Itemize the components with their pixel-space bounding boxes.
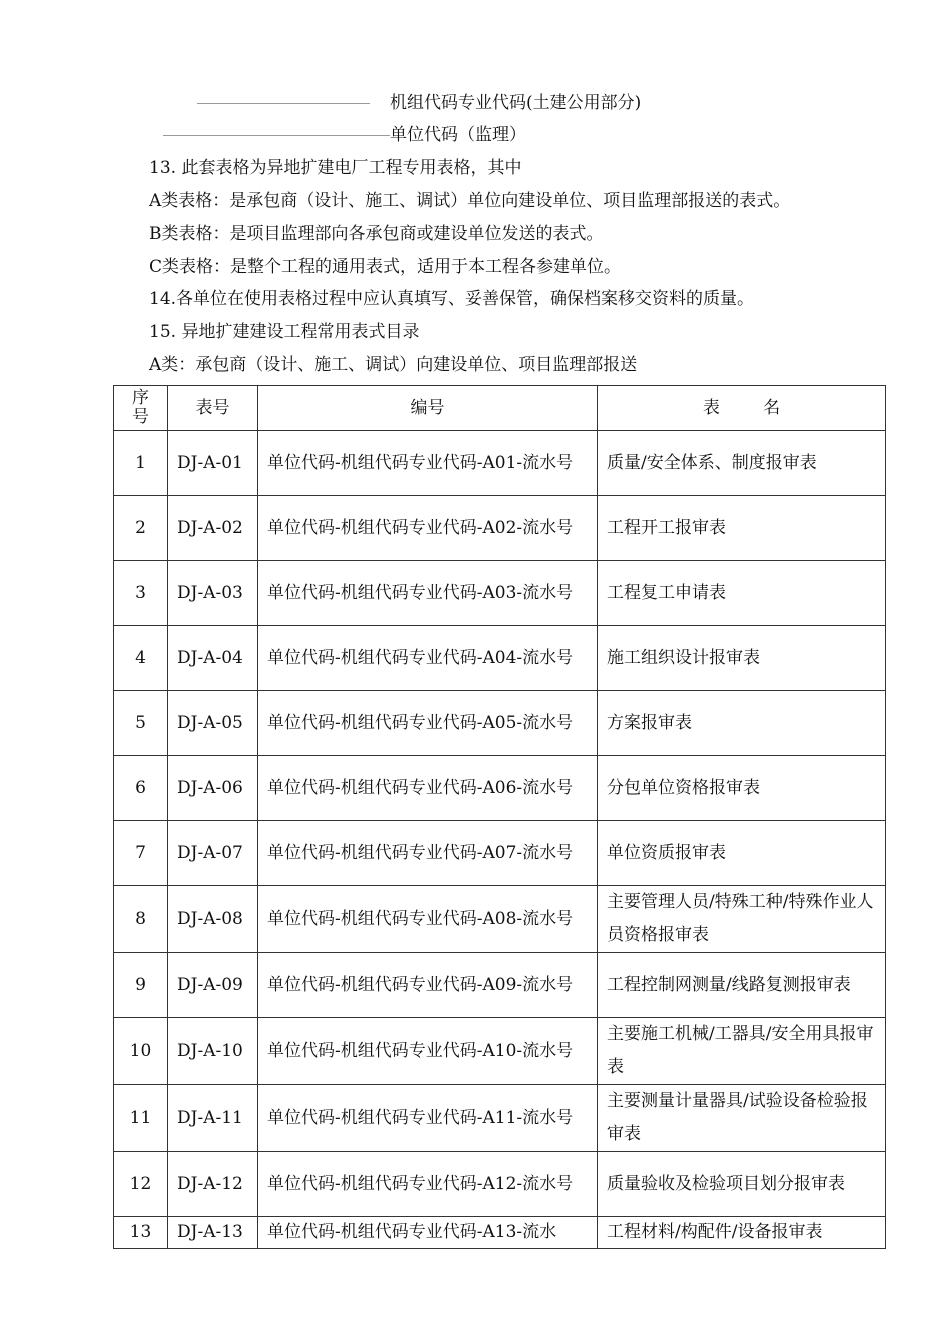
cell-code: DJ-A-05 (168, 691, 258, 756)
blank-underline-1 (197, 103, 370, 104)
cell-number: 单位代码-机组代码专业代码-A09-流水号 (258, 953, 598, 1018)
blank-underline-2 (163, 135, 390, 136)
cell-code: DJ-A-09 (168, 953, 258, 1018)
paragraph-item-15: 15. 异地扩建建设工程常用表式目录 (149, 322, 420, 342)
cell-name: 单位资质报审表 (598, 821, 886, 886)
cell-number: 单位代码-机组代码专业代码-A01-流水号 (258, 431, 598, 496)
cell-number: 单位代码-机组代码专业代码-A12-流水号 (258, 1152, 598, 1217)
paragraph-class-a: A类表格：是承包商（设计、施工、调试）单位向建设单位、项目监理部报送的表式。 (149, 191, 791, 211)
code-line-1: 机组代码专业代码(土建公用部分) (390, 93, 642, 113)
table-row (114, 1152, 886, 1217)
cell-number: 单位代码-机组代码专业代码-A11-流水号 (258, 1085, 598, 1152)
cell-seq: 2 (114, 496, 168, 561)
cell-seq: 1 (114, 431, 168, 496)
table-row (114, 1018, 886, 1085)
table-row (114, 691, 886, 756)
cell-seq: 12 (114, 1152, 168, 1217)
table-row (114, 431, 886, 496)
cell-code: DJ-A-04 (168, 626, 258, 691)
cell-code: DJ-A-11 (168, 1085, 258, 1152)
section-a-heading: A类：承包商（设计、施工、调试）向建设单位、项目监理部报送 (149, 355, 638, 375)
cell-code: DJ-A-02 (168, 496, 258, 561)
cell-code: DJ-A-13 (168, 1217, 258, 1249)
table-row (114, 1217, 886, 1249)
cell-number: 单位代码-机组代码专业代码-A04-流水号 (258, 626, 598, 691)
table-row (114, 821, 886, 886)
cell-code: DJ-A-12 (168, 1152, 258, 1217)
cell-name: 主要施工机械/工器具/安全用具报审表 (598, 1018, 886, 1085)
table-row (114, 756, 886, 821)
paragraph-class-b: B类表格：是项目监理部向各承包商或建设单位发送的表式。 (149, 224, 604, 244)
cell-number: 单位代码-机组代码专业代码-A07-流水号 (258, 821, 598, 886)
cell-name: 质量/安全体系、制度报审表 (598, 431, 886, 496)
cell-number: 单位代码-机组代码专业代码-A08-流水号 (258, 886, 598, 953)
cell-name: 主要测量计量器具/试验设备检验报审表 (598, 1085, 886, 1152)
cell-seq: 8 (114, 886, 168, 953)
cell-number: 单位代码-机组代码专业代码-A05-流水号 (258, 691, 598, 756)
table-header-row (114, 386, 886, 431)
cell-seq: 7 (114, 821, 168, 886)
cell-seq: 6 (114, 756, 168, 821)
header-seq: 序号 (114, 386, 168, 431)
cell-name: 工程控制网测量/线路复测报审表 (598, 953, 886, 1018)
cell-name: 分包单位资格报审表 (598, 756, 886, 821)
table-row (114, 953, 886, 1018)
header-code: 表号 (168, 386, 258, 431)
cell-seq: 10 (114, 1018, 168, 1085)
code-line-2: 单位代码（监理） (390, 125, 526, 145)
table-row (114, 886, 886, 953)
header-name: 表 名 (598, 386, 886, 431)
cell-number: 单位代码-机组代码专业代码-A10-流水号 (258, 1018, 598, 1085)
cell-number: 单位代码-机组代码专业代码-A02-流水号 (258, 496, 598, 561)
cell-name: 主要管理人员/特殊工种/特殊作业人员资格报审表 (598, 886, 886, 953)
cell-name: 工程开工报审表 (598, 496, 886, 561)
cell-name: 质量验收及检验项目划分报审表 (598, 1152, 886, 1217)
cell-seq: 5 (114, 691, 168, 756)
header-number: 编号 (258, 386, 598, 431)
paragraph-item-13: 13. 此套表格为异地扩建电厂工程专用表格，其中 (149, 158, 522, 178)
cell-code: DJ-A-06 (168, 756, 258, 821)
forms-table (113, 385, 886, 1249)
cell-seq: 4 (114, 626, 168, 691)
cell-code: DJ-A-08 (168, 886, 258, 953)
table-row (114, 561, 886, 626)
cell-code: DJ-A-03 (168, 561, 258, 626)
cell-code: DJ-A-10 (168, 1018, 258, 1085)
table-row (114, 626, 886, 691)
paragraph-item-14: 14.各单位在使用表格过程中应认真填写、妥善保管，确保档案移交资料的质量。 (149, 289, 755, 309)
cell-number: 单位代码-机组代码专业代码-A06-流水号 (258, 756, 598, 821)
cell-seq: 13 (114, 1217, 168, 1249)
table-row (114, 496, 886, 561)
cell-seq: 9 (114, 953, 168, 1018)
cell-name: 方案报审表 (598, 691, 886, 756)
table-row (114, 1085, 886, 1152)
cell-name: 施工组织设计报审表 (598, 626, 886, 691)
paragraph-class-c: C类表格：是整个工程的通用表式，适用于本工程各参建单位。 (149, 257, 622, 277)
cell-seq: 11 (114, 1085, 168, 1152)
cell-code: DJ-A-01 (168, 431, 258, 496)
cell-name: 工程材料/构配件/设备报审表 (598, 1217, 886, 1249)
cell-number: 单位代码-机组代码专业代码-A13-流水 (258, 1217, 598, 1249)
cell-seq: 3 (114, 561, 168, 626)
cell-code: DJ-A-07 (168, 821, 258, 886)
cell-name: 工程复工申请表 (598, 561, 886, 626)
cell-number: 单位代码-机组代码专业代码-A03-流水号 (258, 561, 598, 626)
